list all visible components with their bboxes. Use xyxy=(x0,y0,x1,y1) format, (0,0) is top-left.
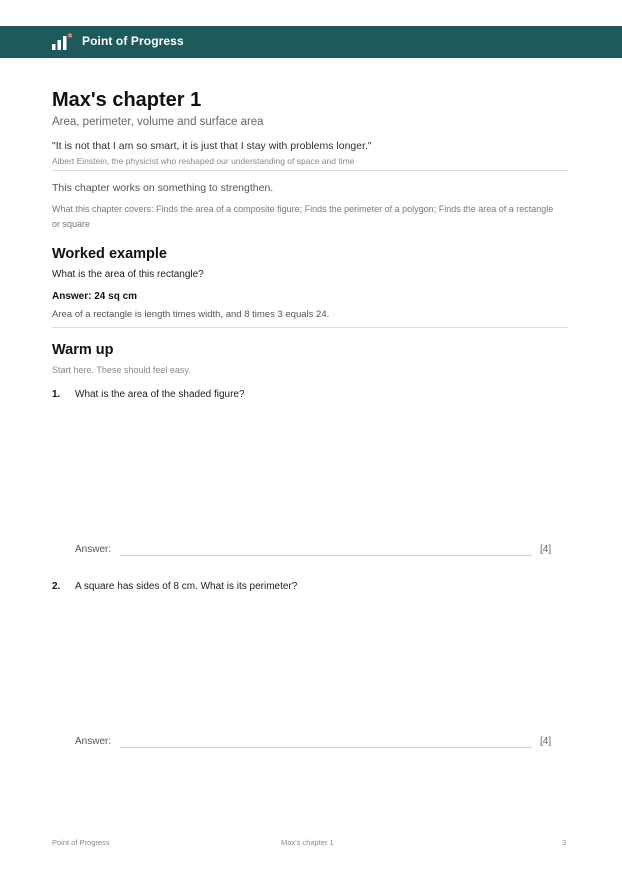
page-subtitle: Area, perimeter, volume and surface area xyxy=(52,116,264,128)
answer-label: Answer: xyxy=(75,544,112,555)
answer-field[interactable] xyxy=(120,555,532,556)
divider xyxy=(52,170,568,171)
footer-chapter: Max's chapter 1 xyxy=(281,838,334,847)
divider xyxy=(52,327,568,328)
quote-attribution: Albert Einstein, the physicist who reshaped our understanding of space and time xyxy=(52,156,355,166)
warm-up-subheading: Start here. These should feel easy. xyxy=(52,365,191,375)
answer-field[interactable] xyxy=(120,747,532,748)
strength-note: This chapter works on something to strengthen. xyxy=(52,182,274,194)
marks-label: [4] xyxy=(540,544,552,555)
answer-label: Answer: xyxy=(75,736,112,747)
warm-up-heading: Warm up xyxy=(52,342,114,358)
marks-label: [4] xyxy=(540,736,552,747)
chapter-covers: What this chapter covers: Finds the area of a composite figure; Finds the perimeter of a polygon; Finds the area of a rectangle or square xyxy=(52,204,554,229)
worked-example-explanation: Area of a rectangle is length times width, and 8 times 3 equals 24. xyxy=(52,309,330,320)
question-text: A square has sides of 8 cm. What is its perimeter? xyxy=(75,581,298,592)
question-number: 2. xyxy=(52,581,61,592)
brand-name: Point of Progress xyxy=(82,34,184,48)
footer-brand: Point of Progress xyxy=(52,838,110,847)
header-band xyxy=(0,26,622,58)
worked-example-question: What is the area of this rectangle? xyxy=(52,269,204,280)
worked-example-answer: Answer: 24 sq cm xyxy=(52,291,138,302)
question-text: What is the area of the shaded figure? xyxy=(75,389,245,400)
page-title: Max's chapter 1 xyxy=(52,89,202,111)
worked-example-heading: Worked example xyxy=(52,246,167,262)
page-number: 3 xyxy=(562,838,567,847)
question-number: 1. xyxy=(52,389,61,400)
bar-chart-logo-icon xyxy=(52,33,72,51)
quote-text: "It is not that I am so smart, it is just that I stay with problems longer." xyxy=(52,140,372,152)
